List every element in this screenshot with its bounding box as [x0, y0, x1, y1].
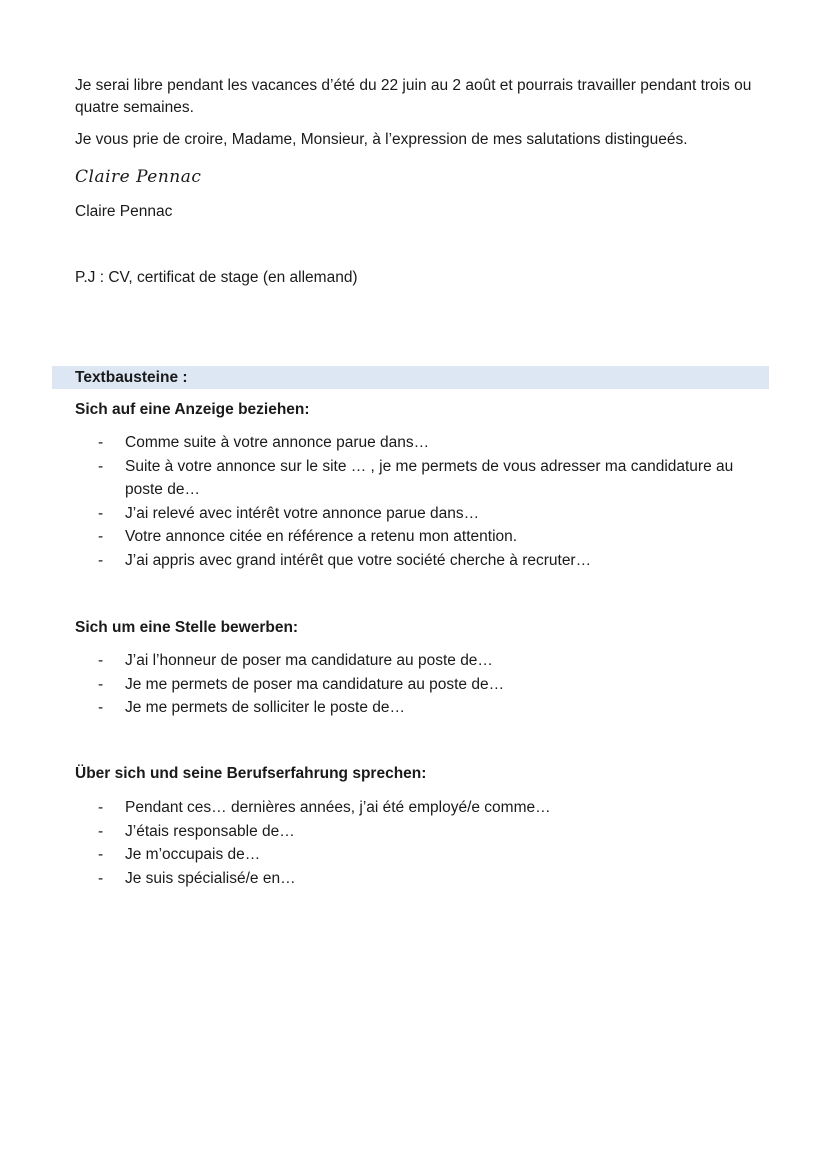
list-item — [75, 649, 735, 673]
list-item — [75, 843, 735, 867]
phrase-list-stelle — [75, 649, 735, 720]
sender-name: Claire Pennac — [75, 203, 173, 220]
list-item-text: J’ai appris avec grand intérêt que votre société cherche à recruter… — [125, 551, 592, 569]
list-item — [75, 549, 735, 573]
closing-paragraph: Je vous prie de croire, Madame, Monsieur, à l’expression de mes salutations distingueés. — [75, 131, 688, 148]
list-item — [75, 796, 735, 820]
bullet-dash: - — [98, 528, 104, 545]
list-item-text: Je me permets de solliciter le poste de… — [125, 699, 405, 716]
bullet-dash: - — [98, 675, 104, 693]
bullet-dash: - — [98, 869, 104, 887]
bullet-dash: - — [98, 652, 104, 669]
list-item-text: Suite à votre annonce sur le site … , je me permets de vous adresser ma candidature au poste de… — [125, 457, 734, 498]
bullet-dash: - — [98, 551, 104, 569]
list-item — [75, 455, 735, 502]
list-item-text: Je suis spécialisé/e en… — [125, 869, 296, 887]
list-item-text: J’étais responsable de… — [125, 822, 295, 840]
list-item — [75, 820, 735, 844]
textbausteine-header — [52, 366, 769, 389]
list-item — [75, 673, 735, 697]
list-item-text: Pendant ces… dernières années, j’ai été employé/e comme… — [125, 799, 551, 816]
bullet-dash: - — [98, 822, 104, 840]
attachments-line: P.J : CV, certificat de stage (en allemand) — [75, 269, 358, 286]
textbausteine-title: Textbausteine : — [75, 369, 188, 386]
list-item-text: Je me permets de poser ma candidature au poste de… — [125, 675, 505, 693]
phrase-list-anzeige — [75, 431, 735, 572]
bullet-dash: - — [98, 846, 104, 863]
bullet-dash: - — [98, 457, 104, 475]
section-heading-anzeige: Sich auf eine Anzeige beziehen: — [75, 401, 310, 418]
signature-script: Claire Pennac — [75, 167, 202, 187]
bullet-dash: - — [98, 504, 104, 522]
list-item-text: J’ai l’honneur de poser ma candidature au poste de… — [125, 652, 493, 669]
list-item-text: Votre annonce citée en référence a retenu mon attention. — [125, 528, 518, 545]
list-item-text: Je m’occupais de… — [125, 846, 261, 863]
list-item — [75, 431, 735, 455]
list-item-text: J’ai relevé avec intérêt votre annonce parue dans… — [125, 504, 480, 522]
section-heading-erfahrung: Über sich und seine Berufserfahrung sprechen: — [75, 765, 427, 782]
phrase-list-erfahrung — [75, 796, 735, 890]
list-item — [75, 525, 735, 549]
availability-paragraph: Je serai libre pendant les vacances d’été du 22 juin au 2 août et pourrais travailler pendant trois ou quatre semaines. — [75, 77, 752, 116]
section-heading-stelle: Sich um eine Stelle bewerben: — [75, 619, 299, 636]
list-item — [75, 867, 735, 891]
handwritten-signature — [75, 164, 235, 190]
bullet-dash: - — [98, 699, 104, 716]
bullet-dash: - — [98, 434, 104, 451]
list-item — [75, 502, 735, 526]
bullet-dash: - — [98, 799, 104, 816]
list-item-text: Comme suite à votre annonce parue dans… — [125, 434, 430, 451]
list-item — [75, 696, 735, 720]
